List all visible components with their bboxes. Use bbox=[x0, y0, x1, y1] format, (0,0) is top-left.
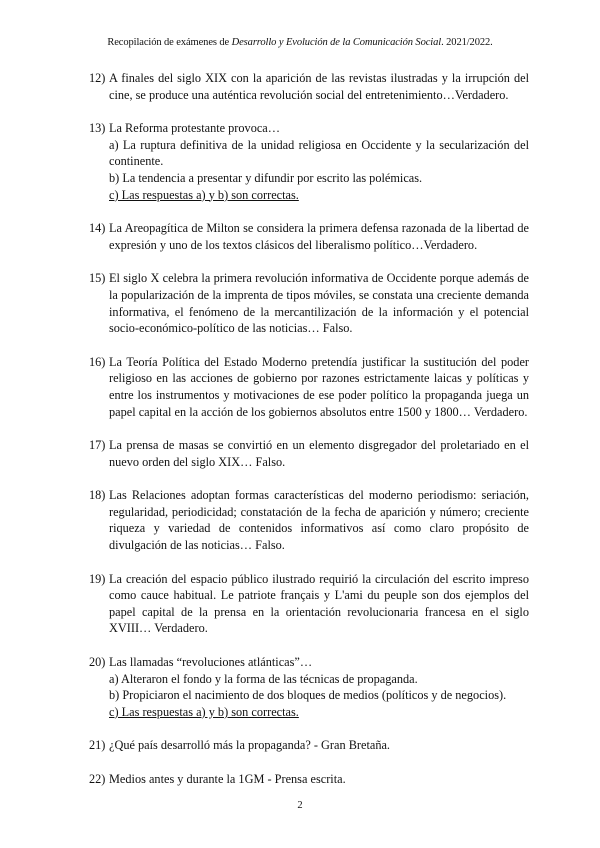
question-number: 16) bbox=[89, 354, 106, 369]
option-b: b) Propiciaron el nacimiento de dos bloques de medios (políticos y de negocios). bbox=[109, 688, 507, 703]
question-number: 12) bbox=[89, 71, 106, 85]
question-21 bbox=[89, 737, 529, 754]
question-number: 21) bbox=[89, 738, 106, 753]
question-number: 17) bbox=[89, 438, 106, 453]
question-16 bbox=[89, 354, 529, 420]
question-13 bbox=[89, 120, 529, 203]
option-b: b) La tendencia a presentar y difundir por escrito las polémicas. bbox=[109, 170, 423, 185]
question-17 bbox=[89, 437, 529, 470]
question-text: La Teoría Política del Estado Moderno pretendía justificar la sustitución del poder religioso en las acciones de gobierno por razones estrictamente laicas y políticas y entre los instrumentos y motivaciones de ese poder político la propaganda juega un papel capital en la acción de los gobiernos absolutos entre 1500 y 1800… Verdadero. bbox=[109, 354, 529, 419]
question-text: Medios antes y durante la 1GM - Prensa escrita. bbox=[109, 772, 346, 786]
page-header bbox=[0, 37, 600, 48]
header-prefix: Recopilación de exámenes de bbox=[107, 37, 232, 48]
question-number: 20) bbox=[89, 655, 106, 670]
question-text: La creación del espacio público ilustrado requirió la circulación del escrito impreso como cauce habitual. Le patriote français y L'ami du peuple son dos ejemplos del papel capital de la prensa en la orientación revolucionaria francesa en el siglo XVIII… Verdadero. bbox=[109, 571, 529, 636]
question-text: A finales del siglo XIX con la aparición de las revistas ilustradas y la irrupción del cine, se produce una auténtica revolución social del entretenimiento…Verdadero. bbox=[109, 71, 529, 102]
page-number: 2 bbox=[297, 800, 303, 811]
question-22 bbox=[89, 771, 529, 788]
question-12 bbox=[89, 70, 529, 103]
question-text: Las Relaciones adoptan formas características del moderno periodismo: seriación, regularidad, periodicidad; constatación de la fecha de aparición y número; creciente riqueza y variedad de contenidos informativos así como claro propósito de divulgación de las noticias… Falso. bbox=[109, 488, 529, 553]
header-course: Desarrollo y Evolución de la Comunicación Social bbox=[231, 37, 442, 48]
question-text: La prensa de masas se convirtió en un elemento disgregador del proletariado en el nuevo orden del siglo XIX… Falso. bbox=[109, 438, 529, 469]
question-text: Las llamadas “revoluciones atlánticas”… bbox=[109, 655, 313, 670]
question-text: La Reforma protestante provoca… bbox=[109, 121, 281, 136]
question-text: La Areopagítica de Milton se considera la primera defensa razonada de la libertad de expresión y uno de los textos clásicos del liberalismo político…Verdadero. bbox=[109, 221, 529, 252]
question-18 bbox=[89, 487, 529, 553]
option-c-correct: c) Las respuestas a) y b) son correctas. bbox=[109, 187, 299, 202]
question-number: 13) bbox=[89, 121, 106, 136]
header-suffix: . 2021/2022. bbox=[441, 37, 493, 48]
option-c-correct: c) Las respuestas a) y b) son correctas. bbox=[109, 704, 299, 719]
question-20 bbox=[89, 654, 529, 720]
option-a: a) La ruptura definitiva de la unidad religiosa en Occidente y la secularización del continente. bbox=[109, 137, 529, 169]
question-text: ¿Qué país desarrolló más la propaganda? - Gran Bretaña. bbox=[109, 738, 391, 753]
question-list bbox=[89, 70, 529, 805]
question-number: 18) bbox=[89, 488, 106, 503]
question-number: 19) bbox=[89, 571, 106, 586]
question-text: El siglo X celebra la primera revolución informativa de Occidente porque además de la popularización de la imprenta de tipos móviles, se constata una creciente demanda informativa, el fenómeno de la mercantilización de la información y el potencial socio-económico-político de las noticias… Falso. bbox=[109, 271, 529, 336]
question-19 bbox=[89, 571, 529, 637]
question-14 bbox=[89, 220, 529, 253]
option-a: a) Alteraron el fondo y la forma de las técnicas de propaganda. bbox=[109, 671, 418, 686]
question-15 bbox=[89, 270, 529, 336]
question-number: 15) bbox=[89, 271, 106, 286]
question-number: 22) bbox=[89, 772, 106, 786]
question-number: 14) bbox=[89, 221, 106, 236]
